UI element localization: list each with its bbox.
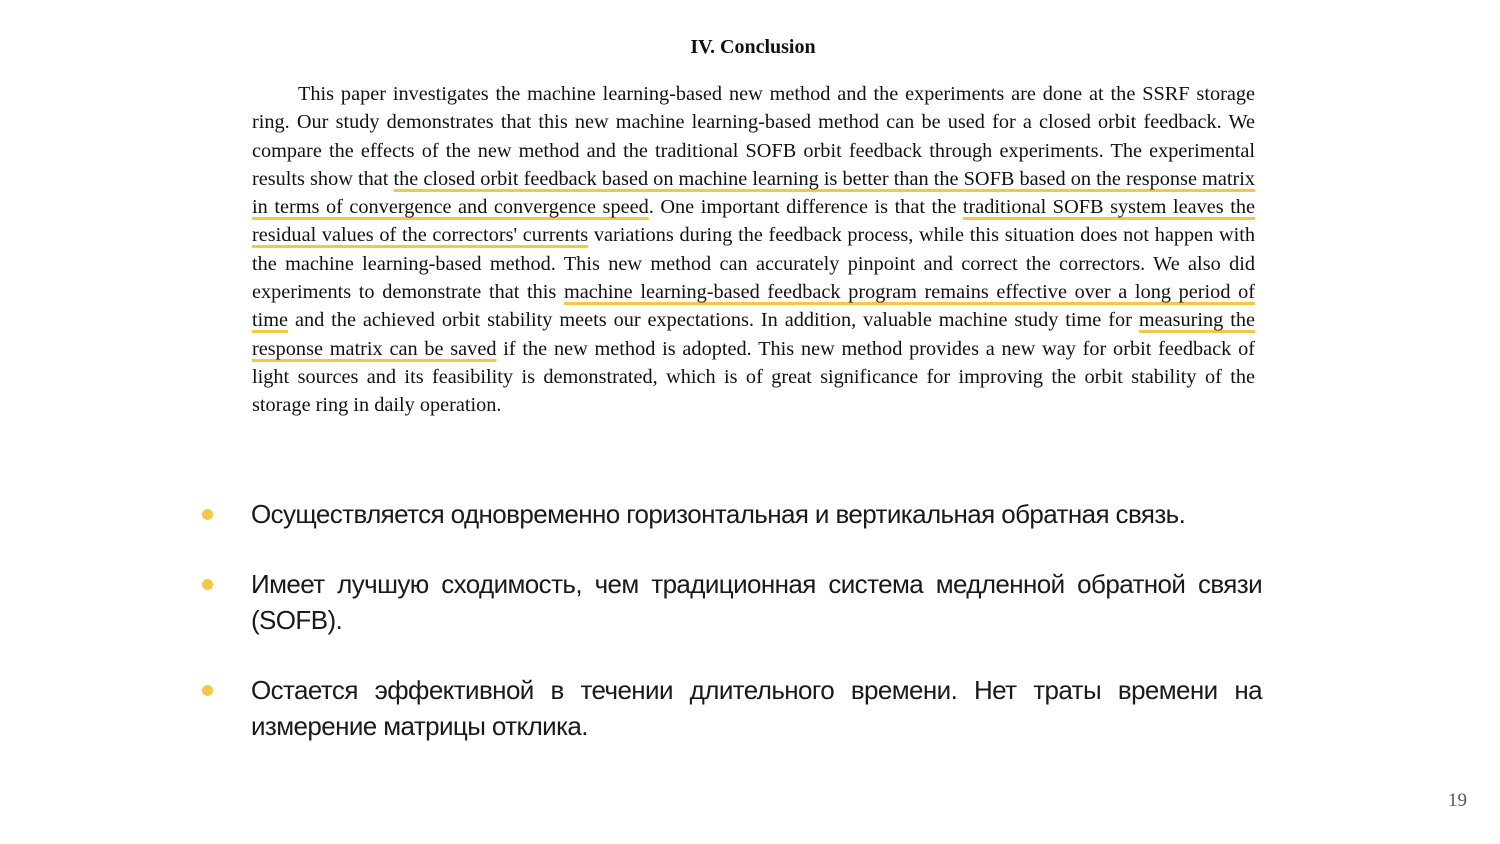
bullet-dot-icon [202, 509, 213, 520]
excerpt-segment: and the achieved orbit stability meets our expectations. In addition, valuable machine study time for [288, 309, 1139, 332]
highlighted-phrase: measuring the response matrix can be saved [252, 309, 1255, 360]
bullet-item [200, 672, 1262, 744]
bullet-list [200, 496, 1262, 778]
page-number: 19 [1448, 790, 1467, 811]
bullet-text: Осуществляется одновременно горизонтальная и вертикальная обратная связь. [251, 499, 1186, 529]
excerpt-segment: variations during the feedback process, while this situation does not happen with the machine learning-based method. This new method can accurately pinpoint and correct the correctors. We also did experiments to demonstrate that this [252, 224, 1255, 304]
excerpt-title: IV. Conclusion [690, 36, 816, 58]
excerpt-paragraph [252, 80, 1255, 420]
highlighted-phrase: machine learning-based feedback program remains effective over a long period of time [252, 281, 1255, 332]
bullet-item [200, 496, 1262, 532]
excerpt-segment: This paper investigates the machine learning-based new method and the experiments are done at the SSRF storage ring. Our study demonstrates that this new machine learning-based method can be used for a closed orbit feedback. We compare the effects of the new method and the traditional SOFB orbit feedback through experiments. The experimental results show that [252, 83, 1255, 190]
bullet-dot-icon [202, 579, 213, 590]
bullet-text: Остается эффективной в течении длительного времени. Нет траты времени на измерение матрицы отклика. [251, 675, 1262, 741]
excerpt-segment: . One important difference is that the [648, 196, 963, 219]
bullet-dot-icon [202, 685, 213, 696]
excerpt-segment: if the new method is adopted. This new method provides a new way for orbit feedback of light sources and its feasibility is demonstrated, which is of great significance for improving the orbit stability of the storage ring in daily operation. [252, 337, 1255, 417]
highlighted-phrase: the closed orbit feedback based on machine learning is better than the SOFB based on the response matrix in terms of convergence and convergence speed [252, 167, 1255, 219]
highlighted-phrase: traditional SOFB system leaves the residual values of the correctors' currents [252, 196, 1255, 247]
bullet-text: Имеет лучшую сходимость, чем традиционная система медленной обратной связи (SOFB). [251, 569, 1262, 635]
bullet-item [200, 566, 1262, 638]
